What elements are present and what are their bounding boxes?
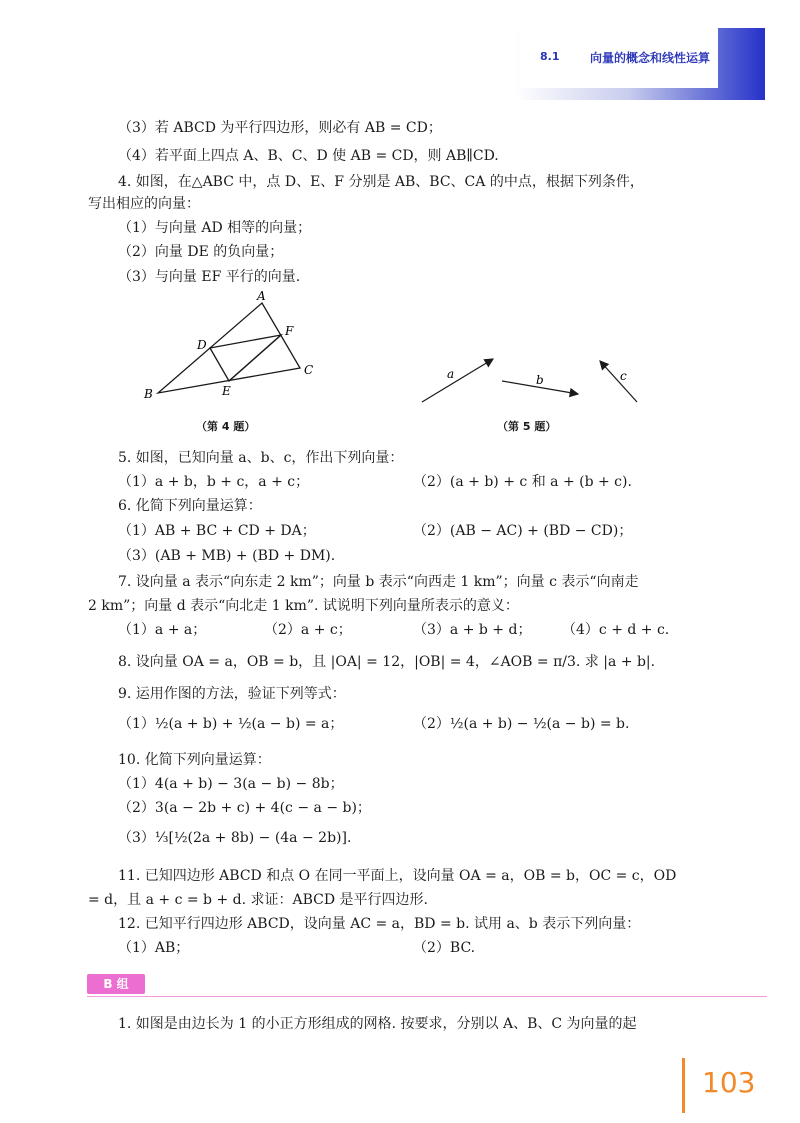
vector-a-label: a xyxy=(447,367,455,381)
problem-5-item-2: （2）(a + b) + c 和 a + (b + c). xyxy=(413,474,632,490)
problem-7-line-2: 2 km”；向量 d 表示“向北走 1 km”. 试说明下列向量所表示的意义： xyxy=(88,598,519,614)
problem-10-item-3: （3）⅓[½(2a + 8b) − (4a − 2b)]. xyxy=(118,830,352,846)
point-b-label: B xyxy=(144,387,153,401)
problem-11-line-1: 11. 已知四边形 ABCD 和点 O 在同一平面上，设向量 OA = a，OB = b，OC = c，OD xyxy=(118,868,677,884)
text-line: （1）与向量 AD 相等的向量； xyxy=(118,220,312,236)
problem-12-item-2: （2）BC. xyxy=(413,940,476,956)
point-a-label: A xyxy=(257,289,266,303)
problem-7-item-4: （4）c + d + c. xyxy=(562,622,670,638)
vector-c-arrow xyxy=(600,361,637,402)
problem-7-item-1: （1）a + a； xyxy=(118,622,207,638)
group-b-rule xyxy=(87,996,767,997)
point-d-label: D xyxy=(197,338,207,352)
problem-6-item-1: （1）AB + BC + CD + DA； xyxy=(118,523,316,539)
point-f-label: F xyxy=(285,324,294,338)
problem-9-item-2: （2）½(a + b) − ½(a − b) = b. xyxy=(413,716,630,732)
point-c-label: C xyxy=(304,363,314,377)
vector-a-arrow xyxy=(422,359,493,402)
group-b-question-1: 1. 如图是由边长为 1 的小正方形组成的网格. 按要求，分别以 A、B、C 为向量的起 xyxy=(118,1016,637,1032)
problem-10-item-2: （2）3(a − 2b + c) + 4(c − a − b)； xyxy=(118,800,371,816)
figure-5-vectors xyxy=(415,350,655,410)
problem-9-item-1: （1）½(a + b) + ½(a − b) = a； xyxy=(118,716,344,732)
figure-4-triangle xyxy=(140,285,330,410)
problem-10-title: 10. 化简下列向量运算： xyxy=(118,752,271,768)
section-title: 向量的概念和线性运算 xyxy=(590,51,711,65)
page-number-bar xyxy=(682,1058,685,1113)
text-line: （4）若平面上四点 A、B、C、D 使 AB = CD，则 AB∥CD. xyxy=(118,148,499,164)
problem-7-item-2: （2）a + c； xyxy=(264,622,352,638)
problem-6-title: 6. 化简下列向量运算： xyxy=(118,498,262,514)
midpoint-parallelogram xyxy=(210,335,281,381)
figure-5-caption: （第 5 题） xyxy=(497,420,557,433)
page-number: 103 xyxy=(702,1066,756,1099)
problem-6-item-3: （3）(AB + MB) + (BD + DM). xyxy=(118,548,336,564)
problem-5-item-1: （1）a + b，b + c，a + c； xyxy=(118,474,310,490)
problem-11-line-2: = d，且 a + c = b + d. 求证：ABCD 是平行四边形. xyxy=(88,892,428,908)
text-line: （3）若 ABCD 为平行四边形，则必有 AB = CD； xyxy=(118,120,442,136)
problem-8: 8. 设向量 OA = a，OB = b，且 |OA| = 12，|OB| = 4，∠AOB = π/3. 求 |a + b|. xyxy=(118,654,656,670)
text-line: 写出相应的向量： xyxy=(88,196,200,212)
segment-ef xyxy=(229,335,281,381)
problem-7-item-3: （3）a + b + d； xyxy=(413,622,532,638)
vector-b-label: b xyxy=(536,373,544,387)
problem-12-title: 12. 已知平行四边形 ABCD，设向量 AC = a，BD = b. 试用 a、b 表示下列向量： xyxy=(118,916,641,932)
problem-5-title: 5. 如图，已知向量 a、b、c，作出下列向量： xyxy=(118,450,404,466)
problem-6-item-2: （2）(AB − AC) + (BD − CD)； xyxy=(413,523,633,539)
section-number: 8.1 xyxy=(540,50,560,63)
problem-10-item-1: （1）4(a + b) − 3(a − b) − 8b； xyxy=(118,776,344,792)
point-e-label: E xyxy=(222,384,231,398)
text-line: （2）向量 DE 的负向量； xyxy=(118,244,284,260)
vector-c-label: c xyxy=(620,369,627,383)
problem-12-item-1: （1）AB； xyxy=(118,940,190,956)
figure-4-caption: （第 4 题） xyxy=(196,420,256,433)
problem-9-title: 9. 运用作图的方法，验证下列等式： xyxy=(118,686,346,702)
group-b-badge: B 组 xyxy=(87,974,145,994)
text-line: 4. 如图，在△ABC 中，点 D、E、F 分别是 AB、BC、CA 的中点，根据下列条件， xyxy=(118,174,644,190)
triangle-abc xyxy=(158,303,300,393)
problem-7-line-1: 7. 设向量 a 表示“向东走 2 km”；向量 b 表示“向西走 1 km”；向量 c 表示“向南走 xyxy=(118,574,639,590)
text-line: （3）与向量 EF 平行的向量. xyxy=(118,269,301,285)
